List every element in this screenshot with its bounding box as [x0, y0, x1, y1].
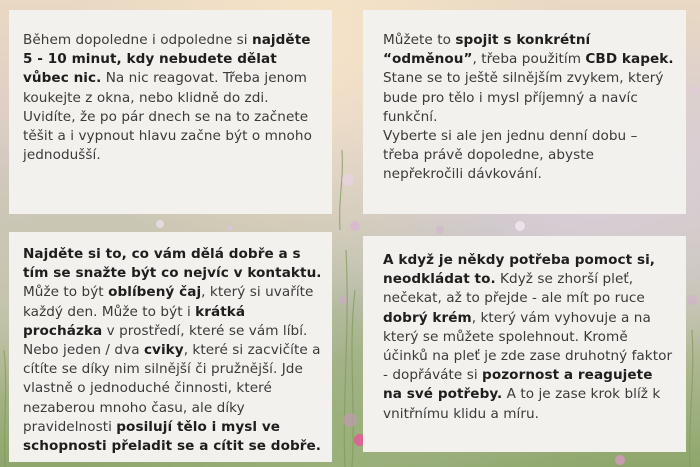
tip-card-do-what-you-like: [9, 232, 332, 462]
highlighted-text: najděte 5 - 10 minut, kdy nebudete dělat vůbec nic.: [23, 32, 311, 87]
body-text: v prostředí, které se vám líbí. Nebo jeden / dva: [23, 322, 308, 359]
body-text: Může to být: [23, 284, 109, 301]
highlighted-text: spojit s konkrétní “odměnou”: [383, 32, 591, 68]
highlighted-text: CBD kapek.: [585, 51, 674, 68]
highlighted-text: posilují tělo i mysl ve schopnosti přeladit se a cítit se dobře.: [23, 418, 321, 455]
tip-card-help-yourself: [363, 236, 686, 452]
highlighted-text: dobrý krém: [383, 309, 472, 326]
body-text: A to je zase krok blíž k vnitřnímu klidu a míru.: [383, 386, 661, 422]
body-text: , který si uvaříte každý den. Může to být i: [23, 284, 314, 320]
highlighted-text: oblíbený čaj: [108, 284, 202, 301]
body-text: Během dopoledne i odpoledne si: [23, 32, 252, 48]
highlighted-text: krátká procházka: [23, 303, 246, 339]
body-text: Můžete to: [383, 32, 456, 48]
body-text: , který vám vyhovuje a na který se můžete spolehnout. Kromě účinků na pleť je zde zase druhotný faktor - dopřáváte si: [383, 309, 673, 384]
tip-card-take-a-break: [9, 10, 332, 214]
highlighted-text: pozornost a reagujete na své potřeby.: [383, 367, 653, 403]
body-text: , které si zacvičíte a cítíte se díky nim silnější či pružnější. Jde vlastně o jednoduché činnosti, které nezaberou mnoho času, ale díky pravidelnosti: [23, 342, 321, 435]
body-text: Stane se to ještě silnějším zvykem, který bude pro tělo i mysl příjemný a navíc funkční.: [383, 70, 664, 125]
body-text: , třeba použitím: [472, 51, 586, 68]
highlighted-text: A když je někdy potřeba pomoct si, neodkládat to.: [383, 252, 656, 288]
body-text: Vyberte si ale jen jednu denní dobu – třeba právě dopoledne, abyste nepřekročili dávkování.: [383, 128, 638, 183]
tip-card-cbd-reward: [363, 10, 686, 214]
highlighted-text: cviky: [143, 342, 184, 359]
highlighted-text: Najděte si to, co vám dělá dobře a s tím se snažte být co nejvíc v kontaktu.: [23, 246, 322, 282]
body-text: Když se zhorší pleť, nečekat, až to přejde - ale mít po ruce: [383, 271, 645, 307]
body-text: Na nic reagovat. Třeba jenom koukejte z okna, nebo klidně do zdi. Uvidíte, že po pár dnech se na to začnete těšit a i vypnout hlavu začne být o mnoho jednodušší.: [23, 70, 312, 164]
